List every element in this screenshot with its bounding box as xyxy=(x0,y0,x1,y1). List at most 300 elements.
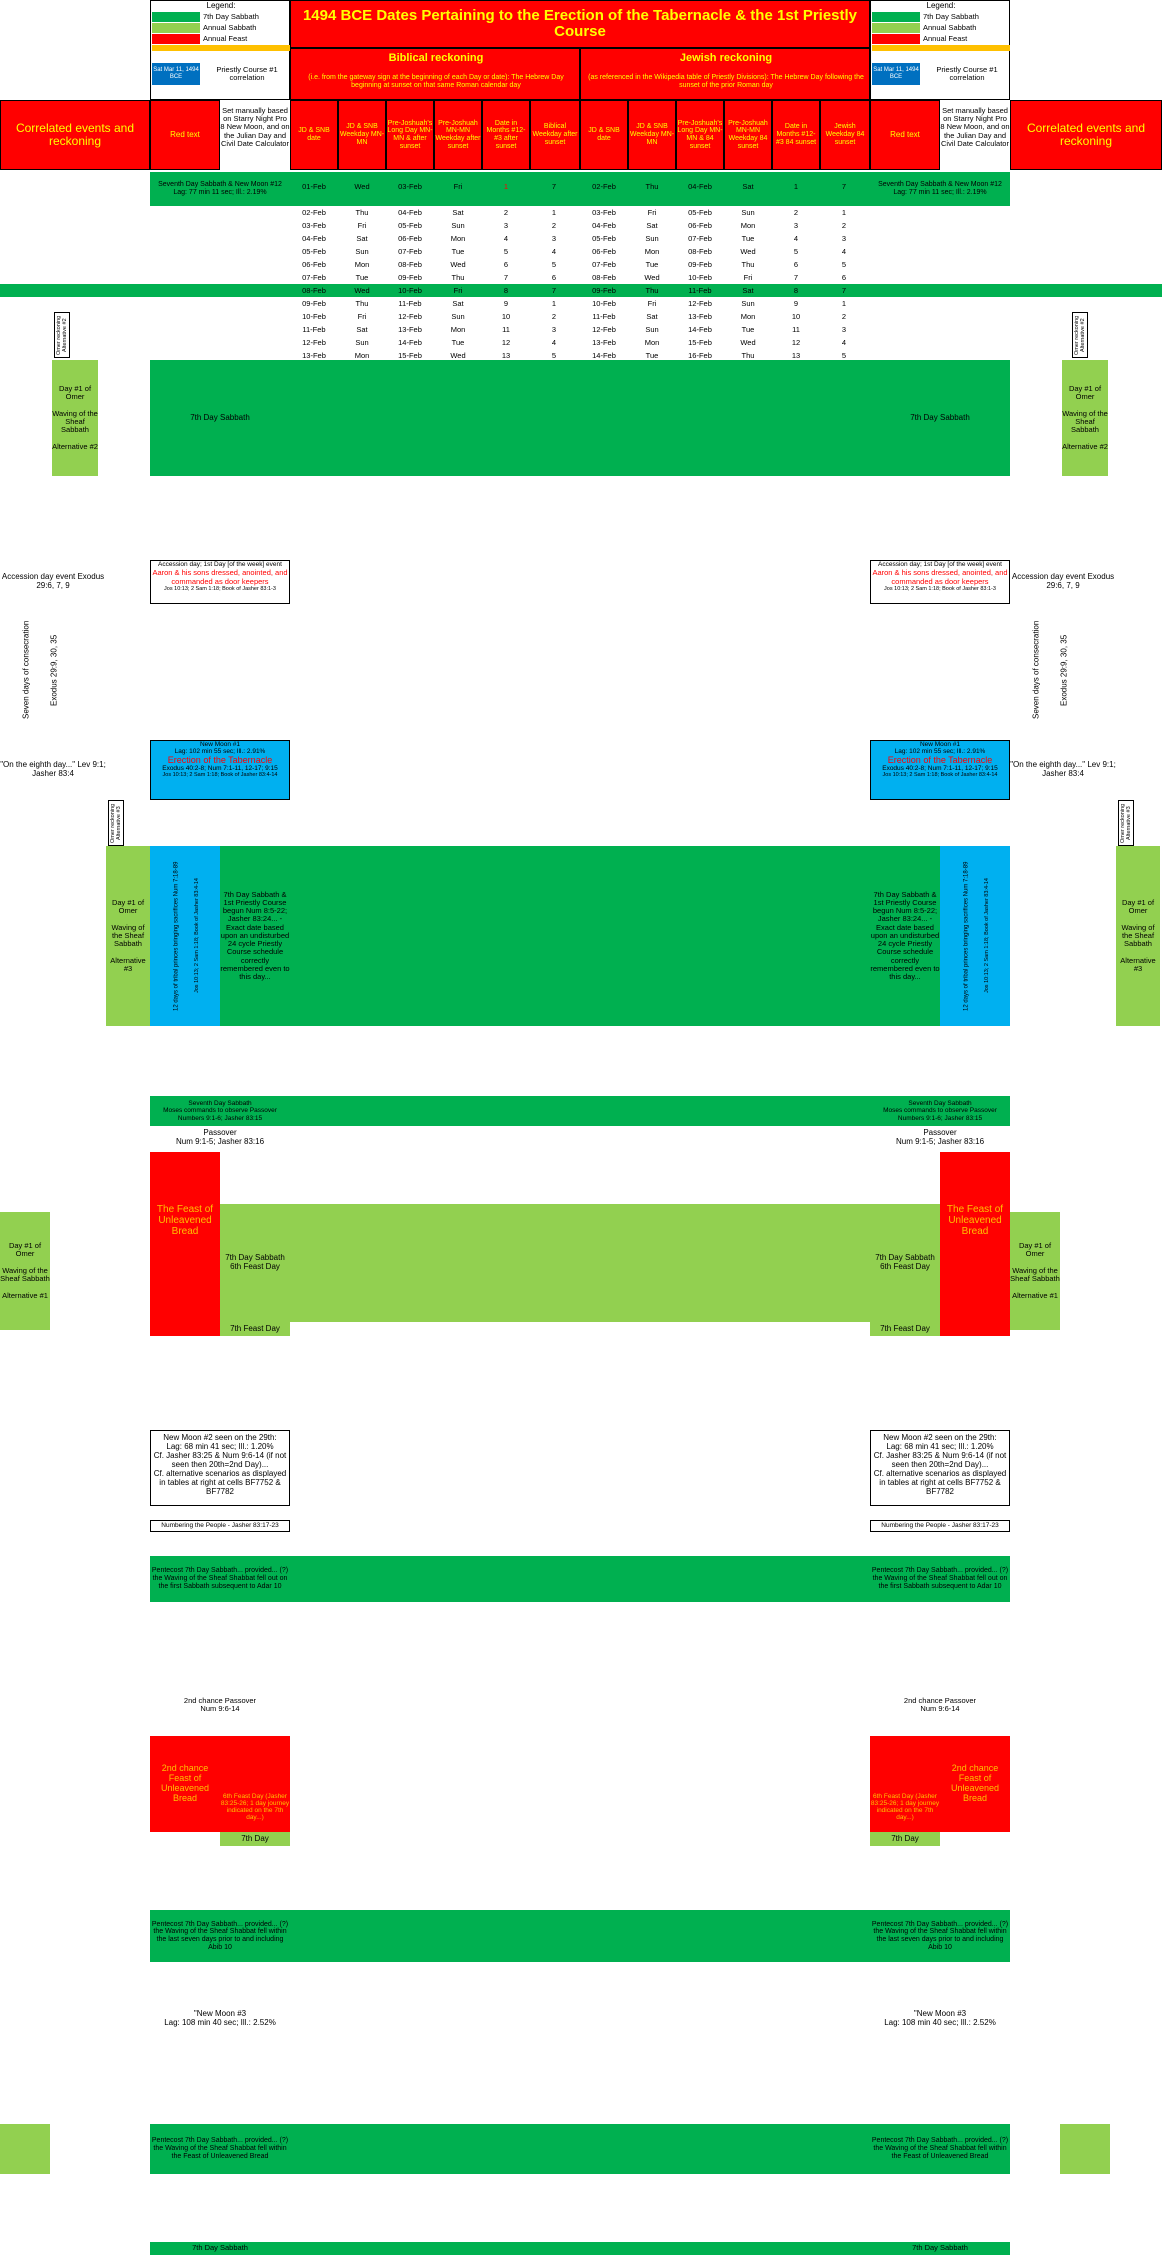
second-passover-left xyxy=(150,1690,290,1720)
new-moon3-left xyxy=(150,2004,290,2034)
table-cell: Fri xyxy=(357,312,367,321)
legend-swatch-feast xyxy=(152,34,200,44)
twelve-days-ref: Jos 10:13; 2 Sam 1:18; Book of Jasher 83:4-14 xyxy=(193,878,200,994)
erection-refs2: Jos 10:13; 2 Sam 1:18; Book of Jasher 83:4-14 xyxy=(162,772,278,778)
table-cell: 13-Feb xyxy=(592,338,616,347)
twelve-days-ref: Jos 10:13; 2 Sam 1:18; Book of Jasher 83:4-14 xyxy=(983,878,990,994)
table-row xyxy=(0,336,1162,349)
table-cell: 3 xyxy=(551,325,557,334)
first-new-moon-text: Seventh Day Sabbath & New Moon #12 xyxy=(158,181,282,189)
legend-item: 7th Day Sabbath xyxy=(203,12,259,21)
table-row xyxy=(0,232,1162,245)
col-header: Date in Months #12-#3 84 sunset xyxy=(772,100,820,170)
table-cell: 11 xyxy=(792,325,800,334)
legend-priestly: Priestly Course #1 correlation xyxy=(936,64,998,82)
table-cell: 11-Feb xyxy=(592,312,616,321)
table-cell: 6 xyxy=(793,260,799,269)
table-cell: 12 xyxy=(501,338,511,347)
table-cell: 1 xyxy=(841,208,847,217)
table-cell: 05-Feb xyxy=(688,208,712,217)
bottom-sabbath-label: 7th Day Sabbath xyxy=(192,2243,248,2253)
table-cell: Mon xyxy=(740,221,756,230)
new-moon2-line: Cf. alternative scenarios as displayed in tables at right at cells BF7752 & BF7782 xyxy=(153,1469,287,1496)
pentecost2-right: Pentecost 7th Day Sabbath... provided... (?) the Waving of the Sheaf Shabbat fell within the last seven days prior to and including Abib 10 xyxy=(871,1920,1009,1951)
accession-box-line: Jos 10:13; 2 Sam 1:18; Book of Jasher 83:1-3 xyxy=(164,586,276,592)
table-cell: 05-Feb xyxy=(592,234,616,243)
table-cell: 07-Feb xyxy=(398,247,422,256)
new-moon2-line: New Moon #2 seen on the 29th: xyxy=(883,1433,997,1442)
new-moon3-right xyxy=(870,2004,1010,2034)
table-cell: 9 xyxy=(793,299,799,308)
table-cell: 2 xyxy=(841,312,847,321)
table-cell: 10 xyxy=(501,312,511,321)
new-moon2-line: Cf. Jasher 83:25 & Num 9:6-14 (if not seen then 20th=2nd Day)... xyxy=(153,1451,287,1469)
table-cell: 03-Feb xyxy=(398,182,422,191)
table-cell: Thu xyxy=(741,351,755,360)
biblical-subtitle: (i.e. from the gateway sign at the beginning of each Day or date): The Hebrew Day beginning at sunset on that same Roman calendar day xyxy=(308,74,564,89)
new-moon-1-lag: Lag: 102 min 55 sec; Ill.: 2.91% xyxy=(894,748,986,755)
table-cell: 11-Feb xyxy=(398,299,422,308)
table-cell: 05-Feb xyxy=(302,247,326,256)
table-cell: 7 xyxy=(793,273,799,282)
new-moon3-lag: Lag: 108 min 40 sec; Ill.: 2.52% xyxy=(884,2018,996,2027)
seventh-day-left: 7th Day xyxy=(220,1832,290,1846)
table-cell: Mon xyxy=(740,312,756,321)
omer-day1-right: Day #1 of Omer Waving of the Sheaf Sabbath Alternative #2 xyxy=(1062,360,1108,476)
table-cell: 3 xyxy=(841,325,847,334)
table-cell: 1 xyxy=(551,208,557,217)
table-cell: 06-Feb xyxy=(592,247,616,256)
legend-item: Annual Sabbath xyxy=(923,23,977,32)
second-passover-title: 2nd chance Passover xyxy=(183,1695,257,1705)
legend-swatch-annual xyxy=(152,23,200,33)
table-cell: 4 xyxy=(503,234,509,243)
twelve-days-text: 12 days of tribal princes bringing sacrifices Num 7:18-89 xyxy=(173,861,180,1011)
new-moon2-line: Lag: 68 min 41 sec; Ill.: 1.20% xyxy=(166,1442,274,1451)
table-cell: 12-Feb xyxy=(398,312,422,321)
new-moon2-left xyxy=(150,1430,290,1506)
seven-days-right: Seven days of consecration xyxy=(1031,620,1041,720)
table-cell: 09-Feb xyxy=(592,286,616,295)
numbering-right: Numbering the People - Jasher 83:17-23 xyxy=(870,1520,1010,1532)
table-cell: 5 xyxy=(793,247,799,256)
table-cell: 13-Feb xyxy=(688,312,712,321)
manual-note-left: Set manually based on Starry Night Pro 8 New Moon, and on the Julian Day and Civil Date Calculator xyxy=(220,105,290,148)
second-feast-title: 2nd chance Feast of Unleavened Bread xyxy=(160,1763,210,1803)
table-cell: 06-Feb xyxy=(398,234,422,243)
table-cell: Sun xyxy=(645,325,659,334)
table-cell: Sat xyxy=(646,221,658,230)
accession-box-line: Aaron & his sons dressed, anointed, and commanded as door keepers xyxy=(872,568,1008,586)
redtext-header-right: Red text xyxy=(870,100,940,170)
table-cell: 2 xyxy=(841,221,847,230)
passover-ref: Num 9:1-5; Jasher 83:16 xyxy=(175,1137,265,1146)
table-cell: 6 xyxy=(841,273,847,282)
accession-left: Accession day event Exodus 29:6, 7, 9 xyxy=(1,572,105,590)
day50-right xyxy=(1060,2124,1110,2174)
legend-item: Annual Feast xyxy=(923,34,968,43)
table-cell: 10-Feb xyxy=(592,299,616,308)
legend-item: Annual Feast xyxy=(203,34,248,43)
table-cell: 13-Feb xyxy=(398,325,422,334)
pentecost1-left: Pentecost 7th Day Sabbath... provided... (?) the Waving of the Sheaf Shabbat fell out on the first Sabbath subsequent to Adar 10 xyxy=(151,1567,289,1590)
table-row xyxy=(0,180,1162,193)
table-cell: Fri xyxy=(743,273,753,282)
table-cell: 08-Feb xyxy=(398,260,422,269)
legend-sat-mar: Sat Mar 11, 1494 BCE xyxy=(872,63,920,85)
col-header: Jewish Weekday 84 sunset xyxy=(820,100,870,170)
table-cell: Tue xyxy=(741,234,755,243)
table-cell: 13-Feb xyxy=(302,351,326,360)
omer-day1-alt1-left: Day #1 of Omer Waving of the Sheaf Sabbath Alternative #1 xyxy=(0,1212,50,1330)
legend-sat-mar: Sat Mar 11, 1494 BCE xyxy=(152,63,200,85)
new-moon3-title: "New Moon #3 xyxy=(193,2009,247,2019)
first-new-moon-lag: Lag: 77 min 11 sec; Ill.: 2.19% xyxy=(893,189,987,196)
table-cell: 1 xyxy=(793,182,799,191)
erection-box-left xyxy=(150,740,290,800)
table-cell: 14-Feb xyxy=(688,325,712,334)
table-cell: Thu xyxy=(355,208,369,217)
table-cell: Sun xyxy=(451,312,465,321)
new-moon3-title: "New Moon #3 xyxy=(913,2009,967,2019)
table-cell: Mon xyxy=(450,325,466,334)
accession-box-line: Accession day; 1st Day [of the week] event xyxy=(158,561,282,568)
sabbath-block-label: 7th Day Sabbath xyxy=(910,412,970,422)
jewish-subtitle: (as referenced in the Wikipedia table of Priestly Divisions): The Hebrew Day following the sunset of the prior Roman day xyxy=(588,74,864,89)
legend-swatch-sabbath xyxy=(152,12,200,22)
table-cell: 02-Feb xyxy=(592,182,616,191)
table-cell: 6 xyxy=(503,260,509,269)
table-cell: Thu xyxy=(645,182,659,191)
table-cell: 8 xyxy=(793,286,799,295)
sabbath-course-left: 7th Day Sabbath & 1st Priestly Course begun Num 8:5-22; Jasher 83:24... - Exact date based upon an undisturbed 24 cycle Priestly Course schedule correctly remembered even to this day... xyxy=(220,846,290,1026)
table-cell: Wed xyxy=(450,351,466,360)
table-cell: 15-Feb xyxy=(688,338,712,347)
legend-swatch-annual xyxy=(872,23,920,33)
col-header: Pre-Joshuah MN-MN Weekday 84 sunset xyxy=(724,100,772,170)
col-header: JD & SNB Weekday MN-MN xyxy=(338,100,386,170)
day50-left xyxy=(0,2124,50,2174)
feast-7th-label: 7th Feast Day xyxy=(220,1322,290,1336)
passover-title: Passover xyxy=(923,1128,957,1138)
priestly-band xyxy=(290,846,870,1026)
new-moon2-line: New Moon #2 seen on the 29th: xyxy=(163,1433,277,1442)
bottom-sabbath-label: 7th Day Sabbath xyxy=(912,2243,968,2253)
moses-passover-line: Seventh Day Sabbath xyxy=(188,1100,252,1108)
table-cell: Mon xyxy=(644,247,660,256)
new-moon2-line: Cf. alternative scenarios as displayed in tables at right at cells BF7752 & BF7782 xyxy=(873,1469,1007,1496)
correlated-header-right: Correlated events and reckoning xyxy=(1010,100,1162,170)
correlated-header-left: Correlated events and reckoning xyxy=(0,100,150,170)
second-feast-title: 2nd chance Feast of Unleavened Bread xyxy=(950,1763,1000,1803)
jewish-header xyxy=(580,48,870,100)
biblical-header xyxy=(290,48,580,100)
col-header: Pre-Joshuah's Long Day MN-MN & 84 sunset xyxy=(676,100,724,170)
table-cell: Tue xyxy=(451,247,465,256)
table-cell: 04-Feb xyxy=(398,208,422,217)
table-cell: Wed xyxy=(450,260,466,269)
col-header: JD & SNB Weekday MN-MN xyxy=(628,100,676,170)
feast-title-right: The Feast of Unleavened Bread xyxy=(946,1203,1004,1237)
pentecost3-right: Pentecost 7th Day Sabbath... provided... (?) the Waving of the Sheaf Shabbat fell within the Feast of Unleavened Bread xyxy=(871,2137,1009,2160)
table-cell: Sat xyxy=(646,312,658,321)
table-cell: Tue xyxy=(355,273,369,282)
table-cell: 1 xyxy=(841,299,847,308)
table-cell: 09-Feb xyxy=(302,299,326,308)
omer-alt3-label: Omer reckoning Alternative #3 xyxy=(1118,800,1134,846)
table-cell: Thu xyxy=(451,273,465,282)
second-passover-title: 2nd chance Passover xyxy=(903,1695,977,1705)
pentecost3-left: Pentecost 7th Day Sabbath... provided... (?) the Waving of the Sheaf Shabbat fell within the Feast of Unleavened Bread xyxy=(151,2137,289,2160)
table-cell: 7 xyxy=(551,182,557,191)
table-cell: 2 xyxy=(551,312,557,321)
table-cell: Fri xyxy=(357,221,367,230)
new-moon2-line: Cf. Jasher 83:25 & Num 9:6-14 (if not seen then 20th=2nd Day)... xyxy=(873,1451,1007,1469)
table-cell: 3 xyxy=(551,234,557,243)
table-cell: 3 xyxy=(793,221,799,230)
table-cell: 2 xyxy=(503,208,509,217)
table-cell: 4 xyxy=(841,338,847,347)
table-cell: Sun xyxy=(355,338,369,347)
table-cell: 5 xyxy=(503,247,509,256)
table-cell: 12-Feb xyxy=(688,299,712,308)
erection-refs2: Jos 10:13; 2 Sam 1:18; Book of Jasher 83:4-14 xyxy=(882,772,998,778)
table-cell: 06-Feb xyxy=(688,221,712,230)
table-cell: 3 xyxy=(503,221,509,230)
table-cell: 04-Feb xyxy=(688,182,712,191)
table-cell: Sat xyxy=(742,182,754,191)
feast-title-left: The Feast of Unleavened Bread xyxy=(156,1203,214,1237)
table-cell: Tue xyxy=(451,338,465,347)
table-cell: Wed xyxy=(740,338,756,347)
legend-stripe xyxy=(872,45,1010,51)
pentecost2-left: Pentecost 7th Day Sabbath... provided... (?) the Waving of the Sheaf Shabbat fell within the last seven days prior to and including Abib 10 xyxy=(151,1920,289,1951)
table-row xyxy=(0,284,1162,297)
table-cell: 14-Feb xyxy=(398,338,422,347)
col-header: Date in Months #12-#3 after sunset xyxy=(482,100,530,170)
twelve-days-text: 12 days of tribal princes bringing sacrifices Num 7:18-89 xyxy=(963,861,970,1011)
moses-passover-right xyxy=(870,1096,1010,1126)
redtext-header-left: Red text xyxy=(150,100,220,170)
second-passover-ref: Num 9:6-14 xyxy=(200,1704,240,1713)
second-passover-right xyxy=(870,1690,1010,1720)
table-cell: Tue xyxy=(645,351,659,360)
erection-box-right xyxy=(870,740,1010,800)
omer-day1-alt3-left: Day #1 of Omer Waving of the Sheaf Sabbath Alternative #3 xyxy=(106,846,150,1026)
table-cell: Wed xyxy=(740,247,756,256)
second-passover-ref: Num 9:6-14 xyxy=(920,1704,960,1713)
table-cell: 09-Feb xyxy=(688,260,712,269)
table-cell: 4 xyxy=(551,338,557,347)
table-cell: 05-Feb xyxy=(398,221,422,230)
table-cell: 04-Feb xyxy=(592,221,616,230)
table-cell: 12-Feb xyxy=(302,338,326,347)
omer-day1-alt3-right: Day #1 of Omer Waving of the Sheaf Sabbath Alternative #3 xyxy=(1116,846,1160,1026)
passover-title: Passover xyxy=(203,1128,237,1138)
table-cell: Wed xyxy=(644,273,660,282)
moses-passover-line: Numbers 9:1-6; Jasher 83:15 xyxy=(177,1114,263,1122)
legend-swatch-sabbath xyxy=(872,12,920,22)
jewish-title: Jewish reckoning xyxy=(679,51,773,64)
table-cell: 11 xyxy=(502,325,510,334)
table-cell: 16-Feb xyxy=(688,351,712,360)
table-cell: Sat xyxy=(742,286,754,295)
table-cell: 15-Feb xyxy=(398,351,422,360)
new-moon2-line: Lag: 68 min 41 sec; Ill.: 1.20% xyxy=(886,1442,994,1451)
moses-passover-line: Seventh Day Sabbath xyxy=(908,1100,972,1108)
table-cell: 03-Feb xyxy=(302,221,326,230)
table-row xyxy=(0,258,1162,271)
table-cell: Sun xyxy=(355,247,369,256)
col-header: Pre-Joshuah MN-MN Weekday after sunset xyxy=(434,100,482,170)
table-cell: 7 xyxy=(841,286,847,295)
table-cell: Sat xyxy=(356,234,368,243)
table-cell: 6 xyxy=(551,273,557,282)
table-cell: 12-Feb xyxy=(592,325,616,334)
table-cell: Fri xyxy=(647,208,657,217)
table-cell: 4 xyxy=(551,247,557,256)
table-cell: 9 xyxy=(503,299,509,308)
moses-passover-line: Numbers 9:1-6; Jasher 83:15 xyxy=(897,1114,983,1122)
biblical-title: Biblical reckoning xyxy=(388,51,484,64)
table-cell: 07-Feb xyxy=(302,273,326,282)
omer-alt3-label: Omer reckoning Alternative #3 xyxy=(108,800,124,846)
table-cell: 5 xyxy=(551,260,557,269)
table-cell: 8 xyxy=(503,286,509,295)
table-cell: 01-Feb xyxy=(302,182,326,191)
first-new-moon-lag: Lag: 77 min 11 sec; Ill.: 2.19% xyxy=(173,189,267,196)
table-cell: 02-Feb xyxy=(302,208,326,217)
legend-stripe xyxy=(152,45,290,51)
accession-box-right xyxy=(870,560,1010,604)
table-cell: Sun xyxy=(451,221,465,230)
table-cell: Fri xyxy=(453,286,463,295)
table-row xyxy=(0,245,1162,258)
passover-left xyxy=(150,1126,290,1150)
erection-title: Erection of the Tabernacle xyxy=(167,755,273,765)
passover-right xyxy=(870,1126,1010,1150)
moses-passover-line: Moses commands to observe Passover xyxy=(883,1107,997,1115)
table-cell: 11-Feb xyxy=(688,286,712,295)
table-cell: 09-Feb xyxy=(398,273,422,282)
feast-6th-label: 7th Day Sabbath 6th Feast Day xyxy=(875,1253,935,1271)
table-row xyxy=(0,206,1162,219)
table-cell: 10-Feb xyxy=(398,286,422,295)
second-feast-6th: 6th Feast Day (Jasher 83:25-26; 1 day journey indicated on the 7th day...) xyxy=(870,1792,940,1822)
table-cell: Sun xyxy=(741,208,755,217)
table-cell: 1 xyxy=(551,299,557,308)
table-cell: 5 xyxy=(841,260,847,269)
table-cell: Wed xyxy=(354,182,370,191)
new-moon-1: New Moon #1 xyxy=(199,741,241,748)
passover-ref: Num 9:1-5; Jasher 83:16 xyxy=(895,1137,985,1146)
legend-swatch-feast xyxy=(872,34,920,44)
feast-7th-label: 7th Feast Day xyxy=(870,1322,940,1336)
sabbath-block-label: 7th Day Sabbath xyxy=(190,412,250,422)
table-cell: 3 xyxy=(841,234,847,243)
erection-refs: Exodus 40:2-8; Num 7:1-11, 12-17; 9:15 xyxy=(882,765,998,772)
new-moon2-right xyxy=(870,1430,1010,1506)
legend-item: Annual Sabbath xyxy=(203,23,257,32)
page-title: 1494 BCE Dates Pertaining to the Erection of the Tabernacle & the 1st Priestly Course xyxy=(290,0,870,48)
seven-days-left: Seven days of consecration xyxy=(21,620,31,720)
omer-alt2-label: Omer reckoning Alternative #2 xyxy=(54,312,70,358)
second-feast-6th: 6th Feast Day (Jasher 83:25-26; 1 day journey indicated on the 7th day...) xyxy=(220,1792,290,1822)
legend-item: 7th Day Sabbath xyxy=(923,12,979,21)
table-cell: 13 xyxy=(791,351,801,360)
table-cell: 7 xyxy=(841,182,847,191)
table-cell: 10-Feb xyxy=(302,312,326,321)
table-cell: Wed xyxy=(354,286,370,295)
table-cell: Fri xyxy=(647,299,657,308)
table-cell: Mon xyxy=(644,338,660,347)
legend-priestly: Priestly Course #1 correlation xyxy=(216,64,278,82)
table-cell: Sat xyxy=(356,325,368,334)
table-cell: 03-Feb xyxy=(592,208,616,217)
table-cell: 08-Feb xyxy=(302,286,326,295)
table-cell: Sat xyxy=(452,299,464,308)
table-cell: 07-Feb xyxy=(592,260,616,269)
accession-right: Accession day event Exodus 29:6, 7, 9 xyxy=(1011,572,1115,590)
accession-box-left xyxy=(150,560,290,604)
new-moon-1-lag: Lag: 102 min 55 sec; Ill.: 2.91% xyxy=(174,748,266,755)
omer-alt2-label: Omer reckoning Alternative #2 xyxy=(1072,312,1088,358)
table-row xyxy=(0,271,1162,284)
seventh-day-right: 7th Day xyxy=(870,1832,940,1846)
new-moon3-lag: Lag: 108 min 40 sec; Ill.: 2.52% xyxy=(164,2018,276,2027)
table-cell: 7 xyxy=(503,273,509,282)
first-new-moon-text: Seventh Day Sabbath & New Moon #12 xyxy=(878,181,1002,189)
manual-note-right: Set manually based on Starry Night Pro 8 New Moon, and on the Julian Day and Civil Date Calculator xyxy=(940,105,1010,148)
table-cell: 11-Feb xyxy=(302,325,326,334)
table-cell: Mon xyxy=(354,351,370,360)
table-cell: 7 xyxy=(551,286,557,295)
table-cell: Sat xyxy=(452,208,464,217)
moses-passover-left xyxy=(150,1096,290,1126)
pentecost1-right: Pentecost 7th Day Sabbath... provided... (?) the Waving of the Sheaf Shabbat fell out on the first Sabbath subsequent to Adar 10 xyxy=(871,1567,1009,1590)
table-cell: 13 xyxy=(501,351,511,360)
table-cell: Tue xyxy=(645,260,659,269)
table-cell: 5 xyxy=(841,351,847,360)
exodus-left: Exodus 29:9, 30, 35 xyxy=(49,634,59,706)
moses-passover-line: Moses commands to observe Passover xyxy=(163,1107,277,1115)
col-header: JD & SNB date xyxy=(580,100,628,170)
accession-box-line: Aaron & his sons dressed, anointed, and commanded as door keepers xyxy=(152,568,288,586)
table-cell: Mon xyxy=(354,260,370,269)
omer-day1-left: Day #1 of Omer Waving of the Sheaf Sabbath Alternative #2 xyxy=(52,360,98,476)
eighth-day-left: "On the eighth day..." Lev 9:1; Jasher 83:4 xyxy=(0,760,106,778)
col-header: Pre-Joshuah's Long Day MN-MN & after sunset xyxy=(386,100,434,170)
table-cell: Thu xyxy=(741,260,755,269)
legend-heading: Legend: xyxy=(926,1,956,11)
table-cell: Sun xyxy=(645,234,659,243)
eighth-day-right: "On the eighth day..." Lev 9:1; Jasher 83:4 xyxy=(1010,760,1116,778)
erection-title: Erection of the Tabernacle xyxy=(887,755,993,765)
table-row xyxy=(0,310,1162,323)
table-row xyxy=(0,297,1162,310)
table-cell: 10 xyxy=(791,312,801,321)
col-header: Biblical Weekday after sunset xyxy=(530,100,580,170)
omer-day1-alt1-right: Day #1 of Omer Waving of the Sheaf Sabbath Alternative #1 xyxy=(1010,1212,1060,1330)
accession-box-line: Jos 10:13; 2 Sam 1:18; Book of Jasher 83:1-3 xyxy=(884,586,996,592)
exodus-right: Exodus 29:9, 30, 35 xyxy=(1059,634,1069,706)
table-cell: 2 xyxy=(551,221,557,230)
col-header: JD & SNB date xyxy=(290,100,338,170)
table-cell: 07-Feb xyxy=(688,234,712,243)
feast-6th-label: 7th Day Sabbath 6th Feast Day xyxy=(225,1253,285,1271)
table-cell: Thu xyxy=(355,299,369,308)
table-cell: 1 xyxy=(503,182,509,191)
